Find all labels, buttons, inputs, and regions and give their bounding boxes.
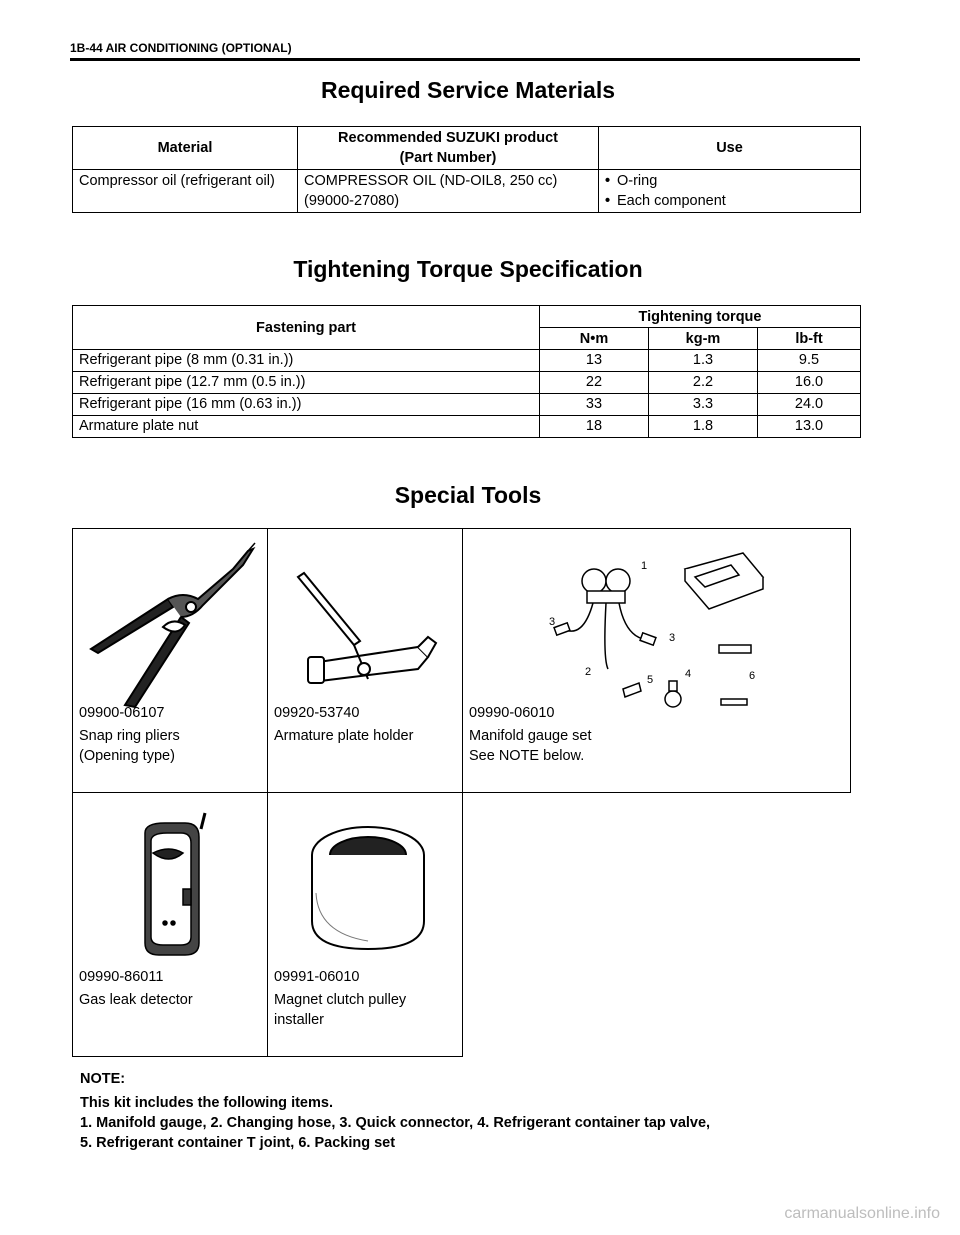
note-line: 5. Refrigerant container T joint, 6. Packing set bbox=[80, 1135, 396, 1151]
tool-number: 09900-06107 bbox=[79, 705, 165, 721]
material-cell: Compressor oil (refrigerant oil) bbox=[73, 170, 298, 213]
part-cell: Armature plate nut bbox=[73, 416, 540, 438]
note-line: 1. Manifold gauge, 2. Changing hose, 3. Quick connector, 4. Refrigerant container tap valve, bbox=[80, 1115, 711, 1131]
callout-1: 1 bbox=[641, 560, 648, 572]
col-tightening-torque: Tightening torque bbox=[540, 306, 861, 328]
lbft-cell: 9.5 bbox=[758, 350, 861, 372]
tool-cell bbox=[268, 793, 463, 1057]
nm-cell: 22 bbox=[540, 372, 649, 394]
product-line1: COMPRESSOR OIL (ND-OIL8, 250 cc) bbox=[304, 173, 558, 189]
callout-6: 6 bbox=[749, 670, 756, 682]
col-product bbox=[298, 127, 599, 170]
col-product-line2: (Part Number) bbox=[399, 150, 497, 166]
clutch-pulley-installer-icon bbox=[268, 793, 462, 973]
torque-title: Tightening Torque Specification bbox=[293, 256, 643, 282]
use-item: • Each component bbox=[605, 191, 854, 211]
materials-table bbox=[72, 126, 861, 213]
tool-cell bbox=[73, 793, 268, 1057]
callout-3b: 3 bbox=[669, 632, 676, 644]
col-kgm: kg-m bbox=[649, 328, 758, 350]
tool-number: 09991-06010 bbox=[274, 969, 360, 985]
armature-plate-holder-icon bbox=[268, 529, 462, 709]
col-lbft: lb-ft bbox=[758, 328, 861, 350]
materials-title: Required Service Materials bbox=[320, 77, 616, 103]
col-material: Material bbox=[73, 127, 298, 170]
torque-table bbox=[72, 305, 861, 438]
tool-cell bbox=[463, 529, 851, 793]
callout-5: 5 bbox=[647, 674, 654, 686]
part-cell: Refrigerant pipe (8 mm (0.31 in.)) bbox=[73, 350, 540, 372]
col-nm: N•m bbox=[540, 328, 649, 350]
tool-name: (Opening type) bbox=[79, 748, 175, 764]
part-cell: Refrigerant pipe (16 mm (0.63 in.)) bbox=[73, 394, 540, 416]
note-heading: NOTE: bbox=[80, 1071, 126, 1087]
watermark: carmanualsonline.info bbox=[784, 1205, 940, 1222]
manifold-gauge-set-icon bbox=[463, 529, 850, 709]
col-product-line1: Recommended SUZUKI product bbox=[338, 130, 558, 146]
tool-name: installer bbox=[274, 1012, 324, 1028]
col-use: Use bbox=[599, 127, 861, 170]
part-cell: Refrigerant pipe (12.7 mm (0.5 in.)) bbox=[73, 372, 540, 394]
lbft-cell: 24.0 bbox=[758, 394, 861, 416]
table-row bbox=[73, 350, 861, 372]
use-item: • O-ring bbox=[605, 171, 854, 191]
nm-cell: 18 bbox=[540, 416, 649, 438]
tool-name: Magnet clutch pulley bbox=[274, 992, 407, 1008]
col-fastening-part: Fastening part bbox=[73, 306, 540, 350]
tool-number: 09920-53740 bbox=[274, 705, 360, 721]
nm-cell: 33 bbox=[540, 394, 649, 416]
use-cell bbox=[599, 170, 861, 213]
tool-cell bbox=[73, 529, 268, 793]
tool-name: Gas leak detector bbox=[79, 992, 193, 1008]
kgm-cell: 3.3 bbox=[649, 394, 758, 416]
tool-name: Armature plate holder bbox=[274, 728, 414, 744]
lbft-cell: 16.0 bbox=[758, 372, 861, 394]
kgm-cell: 1.3 bbox=[649, 350, 758, 372]
tool-number: 09990-86011 bbox=[79, 969, 164, 985]
empty-cell bbox=[463, 793, 851, 1057]
snap-ring-pliers-icon bbox=[73, 529, 267, 709]
lbft-cell: 13.0 bbox=[758, 416, 861, 438]
table-row bbox=[73, 170, 861, 213]
callout-2: 2 bbox=[585, 666, 592, 678]
product-line2: (99000-27080) bbox=[304, 193, 400, 209]
nm-cell: 13 bbox=[540, 350, 649, 372]
special-tools-table bbox=[72, 528, 851, 1057]
table-row bbox=[73, 372, 861, 394]
table-row bbox=[73, 394, 861, 416]
callout-3: 3 bbox=[549, 616, 556, 628]
page-header: 1B-44 AIR CONDITIONING (OPTIONAL) bbox=[70, 41, 292, 55]
table-row bbox=[73, 416, 861, 438]
tool-note: See NOTE below. bbox=[469, 748, 585, 764]
tool-name: Manifold gauge set bbox=[469, 728, 592, 744]
tools-title: Special Tools bbox=[394, 482, 542, 508]
header-rule bbox=[70, 58, 860, 61]
note-line: This kit includes the following items. bbox=[80, 1095, 333, 1111]
tool-number: 09990-06010 bbox=[469, 705, 555, 721]
kgm-cell: 1.8 bbox=[649, 416, 758, 438]
gas-leak-detector-icon bbox=[73, 793, 267, 973]
note-block bbox=[80, 1068, 710, 1156]
tool-cell bbox=[268, 529, 463, 793]
callout-4: 4 bbox=[685, 668, 692, 680]
kgm-cell: 2.2 bbox=[649, 372, 758, 394]
product-cell bbox=[298, 170, 599, 213]
tool-name: Snap ring pliers bbox=[79, 728, 180, 744]
